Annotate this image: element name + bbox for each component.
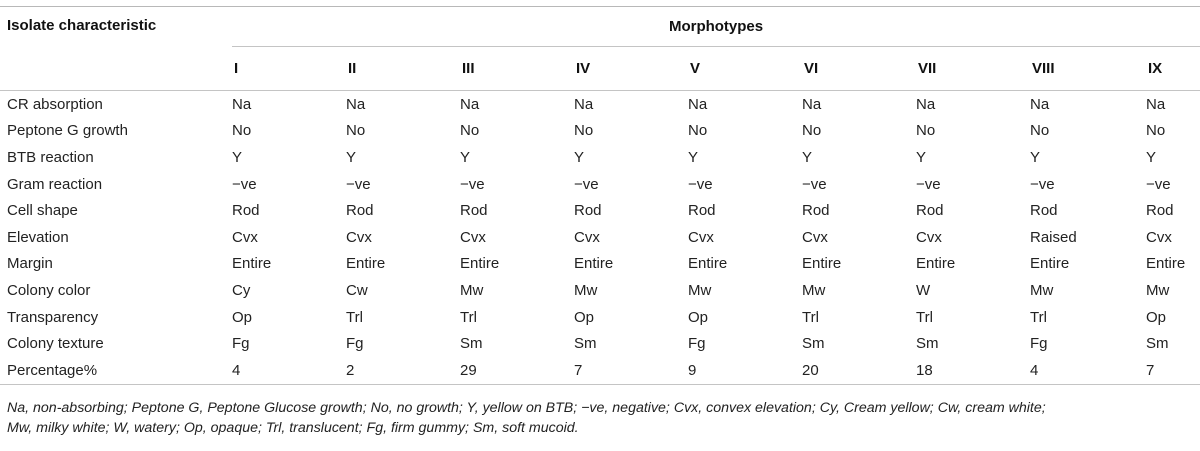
table-cell: Na xyxy=(460,95,480,113)
morphotype-table xyxy=(0,6,1200,385)
footnote-line-2: Mw, milky white; W, watery; Op, opaque; Trl, translucent; Fg, firm gummy; Sm, soft mucoid. xyxy=(7,420,579,436)
table-cell: 2 xyxy=(346,357,460,384)
column-header: V xyxy=(690,60,701,77)
table-cell: Sm xyxy=(916,335,939,353)
table-cell: No xyxy=(232,122,252,140)
table-cell: 7 xyxy=(1146,357,1200,384)
table-cell: Cvx xyxy=(232,228,258,246)
table-cell: −ve xyxy=(346,175,371,193)
table-row xyxy=(0,118,1200,145)
table-cell: Fg xyxy=(688,335,706,353)
row-label: Percentage% xyxy=(0,357,232,384)
table-cell: Op xyxy=(232,308,253,326)
table-cell: Cvx xyxy=(802,228,828,246)
table-cell: Entire xyxy=(460,255,500,273)
column-header: III xyxy=(462,60,475,77)
table-cell: Rod xyxy=(346,202,374,220)
table-cell: Entire xyxy=(916,255,956,273)
table-row xyxy=(0,357,1200,384)
table-cell: Rod xyxy=(232,202,260,220)
table-cell: Entire xyxy=(574,255,614,273)
table-cell: Op xyxy=(688,308,709,326)
table-cell: Mw xyxy=(574,281,598,299)
table-cell: Cw xyxy=(346,281,368,299)
table-cell: Trl xyxy=(916,308,933,326)
table-cell: Raised xyxy=(1030,228,1077,246)
table-cell: Y xyxy=(574,148,585,166)
table-cell: No xyxy=(574,122,594,140)
table-cell: 7 xyxy=(574,357,688,384)
table-cell: Y xyxy=(460,148,471,166)
row-label: Margin xyxy=(7,255,53,273)
table-cell: Na xyxy=(1030,95,1050,113)
table-cell: Mw xyxy=(688,281,712,299)
column-header: VII xyxy=(918,60,937,77)
table-cell: 9 xyxy=(688,357,802,384)
table-cell: Cvx xyxy=(574,228,600,246)
table-cell: Na xyxy=(688,95,708,113)
table-cell: −ve xyxy=(574,175,599,193)
row-label: Colony color xyxy=(7,281,91,299)
table-cell: Rod xyxy=(460,202,488,220)
column-header: II xyxy=(348,60,357,77)
table-cell: Y xyxy=(802,148,813,166)
table-cell: Sm xyxy=(1146,335,1169,353)
table-cell: Y xyxy=(1030,148,1041,166)
table-cell: 18 xyxy=(916,357,1030,384)
table-cell: Trl xyxy=(802,308,819,326)
table-cell: 4 xyxy=(232,357,346,384)
column-header: IX xyxy=(1148,60,1163,77)
row-label: Cell shape xyxy=(7,202,78,220)
table-cell: −ve xyxy=(232,175,257,193)
table-cell: Rod xyxy=(574,202,602,220)
table-cell: Entire xyxy=(802,255,842,273)
table-cell: Entire xyxy=(346,255,386,273)
table-cell: Y xyxy=(916,148,927,166)
row-label: BTB reaction xyxy=(7,148,94,166)
column-header: VI xyxy=(804,60,819,77)
table-cell: −ve xyxy=(1146,175,1171,193)
table-row xyxy=(0,144,1200,171)
table-cell: Mw xyxy=(1030,281,1054,299)
table-cell: Cvx xyxy=(688,228,714,246)
table-cell: Rod xyxy=(1030,202,1058,220)
table-cell: Cvx xyxy=(1146,228,1172,246)
row-label: Colony texture xyxy=(7,335,104,353)
table-cell: Cy xyxy=(232,281,251,299)
table-row xyxy=(0,330,1200,357)
table-cell: Na xyxy=(232,95,252,113)
table-cell: Y xyxy=(346,148,357,166)
table-cell: Rod xyxy=(688,202,716,220)
row-label: Gram reaction xyxy=(7,175,103,193)
row-label: Peptone G growth xyxy=(7,122,128,140)
table-cell: −ve xyxy=(916,175,941,193)
table-body xyxy=(0,91,1200,385)
table-cell: Na xyxy=(574,95,594,113)
table-cell: Op xyxy=(1146,308,1167,326)
table-cell: No xyxy=(802,122,822,140)
table-cell: No xyxy=(346,122,366,140)
table-cell: No xyxy=(688,122,708,140)
table-row xyxy=(0,197,1200,224)
table-cell: No xyxy=(1146,122,1166,140)
table-cell: W xyxy=(916,281,931,299)
row-header: Isolate characteristic xyxy=(7,17,157,34)
column-header: IV xyxy=(576,60,591,77)
table-row xyxy=(0,171,1200,198)
table-cell: No xyxy=(460,122,480,140)
table-cell: Entire xyxy=(688,255,728,273)
row-label: Elevation xyxy=(7,228,69,246)
table-row xyxy=(0,277,1200,304)
table-cell: Cvx xyxy=(916,228,942,246)
table-cell: Rod xyxy=(802,202,830,220)
table-cell: Na xyxy=(1146,95,1166,113)
table-cell: Mw xyxy=(460,281,484,299)
table-cell: 29 xyxy=(460,357,574,384)
table-cell: Fg xyxy=(1030,335,1048,353)
table-cell: Entire xyxy=(232,255,272,273)
table-row xyxy=(0,304,1200,331)
table-cell: Rod xyxy=(1146,202,1174,220)
table-cell: Na xyxy=(346,95,366,113)
table-cell: Cvx xyxy=(346,228,372,246)
footnote xyxy=(7,398,1197,438)
table-cell: Y xyxy=(688,148,699,166)
table-cell: Mw xyxy=(1146,281,1170,299)
table-cell: Cvx xyxy=(460,228,486,246)
table-cell: Trl xyxy=(460,308,477,326)
table-cell: Na xyxy=(916,95,936,113)
table-cell: Entire xyxy=(1030,255,1070,273)
table-cell: 4 xyxy=(1030,357,1146,384)
table-cell: Y xyxy=(1146,148,1157,166)
table-cell: Sm xyxy=(574,335,597,353)
table-cell: Trl xyxy=(346,308,363,326)
table-cell: Trl xyxy=(1030,308,1047,326)
table-cell: −ve xyxy=(802,175,827,193)
table-cell: −ve xyxy=(688,175,713,193)
group-header: Morphotypes xyxy=(232,6,1200,47)
table-cell: −ve xyxy=(460,175,485,193)
table-cell: Rod xyxy=(916,202,944,220)
table-row xyxy=(0,224,1200,251)
table-cell: Y xyxy=(232,148,243,166)
footnote-line-1: Na, non-absorbing; Peptone G, Peptone Glucose growth; No, no growth; Y, yellow on BTB; −ve, negative; Cvx, convex elevation; Cy, Cream yellow; Cw, cream white; xyxy=(7,400,1046,416)
table-cell: Fg xyxy=(232,335,250,353)
table-cell: Fg xyxy=(346,335,364,353)
table-cell: Na xyxy=(802,95,822,113)
table-cell: Sm xyxy=(802,335,825,353)
table-row xyxy=(0,91,1200,118)
table-cell: Sm xyxy=(460,335,483,353)
table-cell: Mw xyxy=(802,281,826,299)
table-cell: −ve xyxy=(1030,175,1055,193)
row-label: Transparency xyxy=(7,308,99,326)
table-cell: 20 xyxy=(802,357,916,384)
column-header: I xyxy=(234,60,239,77)
table-cell: No xyxy=(916,122,936,140)
table-cell: Op xyxy=(574,308,595,326)
table-cell: Entire xyxy=(1146,255,1186,273)
table-cell: No xyxy=(1030,122,1050,140)
table-row xyxy=(0,251,1200,278)
row-label: CR absorption xyxy=(7,95,103,113)
column-header: VIII xyxy=(1032,60,1055,77)
